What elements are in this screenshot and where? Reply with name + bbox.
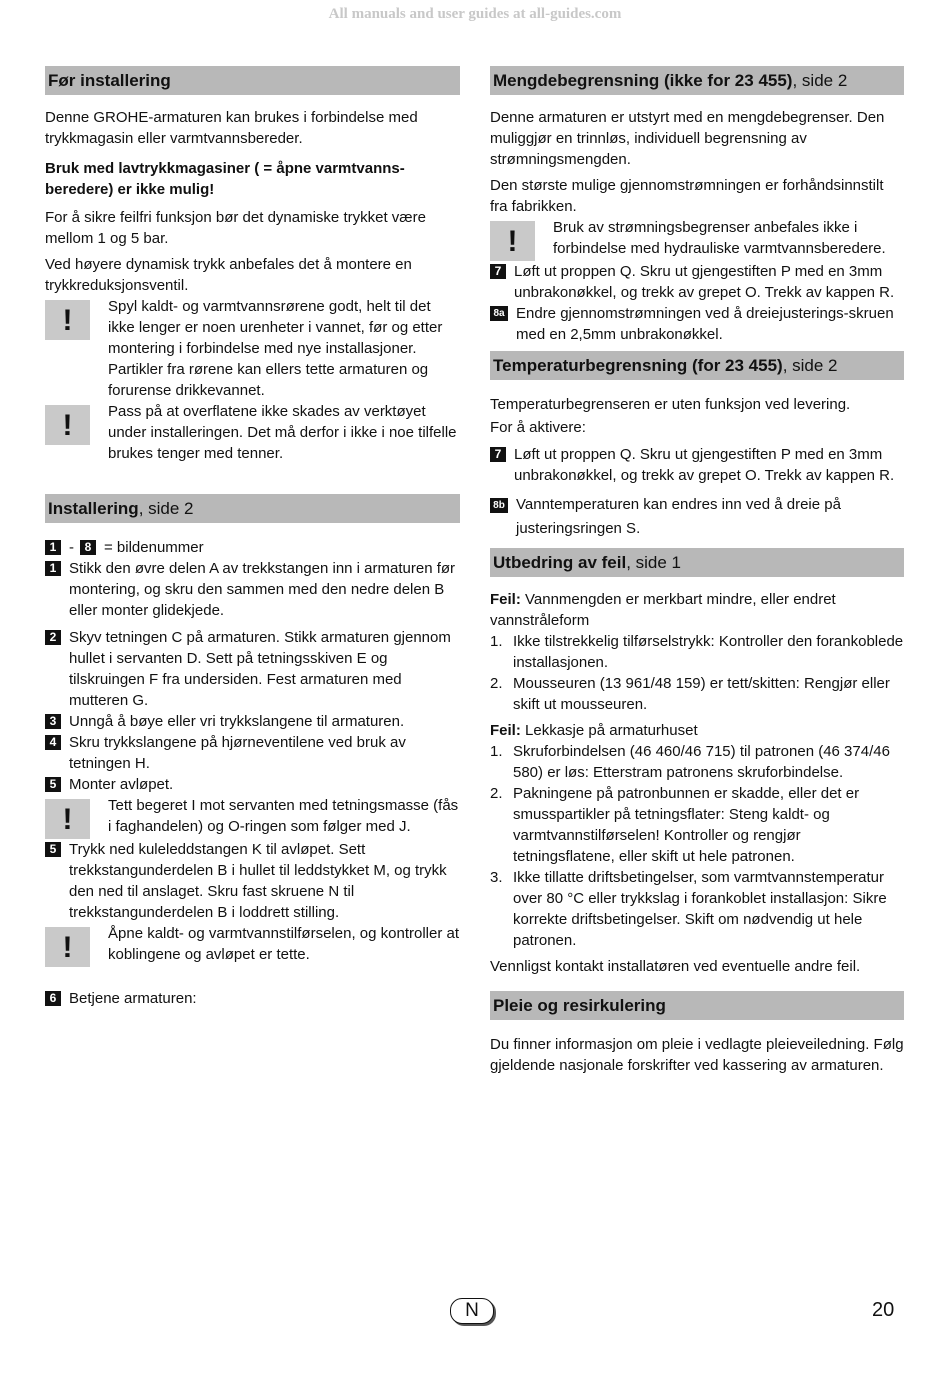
figure-number-badge: 2 (45, 630, 61, 645)
figure-number-badge: 8a (490, 306, 508, 321)
paragraph: Ved høyere dynamisk trykk anbefales det å montere en trykkreduksjonsventil. (45, 256, 412, 294)
list-item (490, 673, 904, 715)
list-item-text: Skruforbindelsen (46 460/46 715) til patronen (46 374/46 580) er løs: Etterstram patronens skruforbindelse. (513, 743, 890, 781)
fault-description: Feil: Vannmengden er merkbart mindre, eller endret vannstråleform (490, 591, 836, 629)
list-item-number: 2. (490, 785, 503, 802)
figure-number-badge: 4 (45, 735, 61, 750)
step-text: Skyv tetningen C på armaturen. Stikk armaturen gjennom hullet i servanten D. Sett på tetningsskiven E og tilskruingen F fra undersiden. Fest armaturen med mutteren G. (69, 629, 451, 709)
paragraph-bold-warning: Bruk med lavtrykkmagasiner ( = åpne varmtvanns-beredere) er ikke mulig! (45, 160, 405, 198)
warning-text: Åpne kaldt- og varmtvannstilførselen, og kontroller at koblingene og avløpet er tette. (108, 925, 459, 963)
warning-block (490, 217, 904, 261)
right-column (490, 66, 904, 1076)
warning-block (45, 296, 460, 401)
fault-description: Feil: Lekkasje på armaturhuset (490, 722, 698, 739)
warning-icon: ! (45, 927, 90, 967)
section-heading-before-install: Før installering (45, 66, 460, 95)
paragraph: Den største mulige gjennomstrømningen er forhåndsinnstilt fra fabrikken. (490, 177, 884, 215)
figure-number-badge: 3 (45, 714, 61, 729)
step-text: Trykk ned kuleleddstangen K til avløpet. Sett trekkstangunderdelen B i hullet til leddstykket M, og trykk den ned til anslaget. Skru fast skruene N til trekkstangunderdelen B i loddrett stilling. (69, 841, 447, 921)
figure-number-badge: 1 (45, 540, 61, 555)
paragraph: Du finner informasjon om pleie i vedlagte pleieveiledning. Følg gjeldende nasjonale forskrifter ved kassering av armaturen. (490, 1036, 904, 1074)
country-badge: N (450, 1298, 494, 1324)
warning-icon: ! (45, 405, 90, 445)
step-text: Unngå å bøye eller vri trykkslangene til armaturen. (69, 713, 405, 730)
list-item (490, 631, 904, 673)
step-text: Betjene armaturen: (69, 990, 197, 1007)
flow-step (490, 261, 904, 303)
install-step (45, 627, 460, 711)
paragraph: Denne GROHE-armaturen kan brukes i forbindelse med trykkmagasin eller varmtvannsbereder. (45, 109, 418, 147)
list-item-number: 1. (490, 743, 503, 760)
flow-step (490, 303, 904, 345)
range-text: = bildenummer (104, 539, 204, 556)
list-item (490, 741, 904, 783)
install-step (45, 558, 460, 621)
fault-list (490, 631, 904, 715)
list-item (490, 867, 904, 951)
step-text: Løft ut proppen Q. Skru ut gjengestiften P med en 3mm unbrakonøkkel, og trekk av grepet O. Trekk av kappen R. (514, 263, 895, 301)
list-item-text: Pakningene på patronbunnen er skadde, eller det er smusspartikler på tetningsflater: Steng kaldt- og varmtvannstilførselen! Kontroller og rengjør tetningsflatene, eller skift ut hele patronen. (513, 785, 860, 865)
warning-text: Spyl kaldt- og varmtvannsrørene godt, helt til det ikke lenger er noen urenheter i vannet, før og etter montering i forbindelse med nye installasjoner. Partikler fra rørene kan ellers tette armaturen og forurense drikkevannet. (108, 298, 443, 399)
watermark: All manuals and user guides at all-guides.com (328, 6, 622, 22)
install-step (45, 732, 460, 774)
list-item-number: 1. (490, 633, 503, 650)
step-text: Skru trykkslangene på hjørneventilene ved bruk av tetningen H. (69, 734, 406, 772)
figure-number-badge: 7 (490, 447, 506, 462)
list-item-number: 2. (490, 675, 503, 692)
list-item-text: Ikke tillatte driftsbetingelser, som varmtvannstemperatur over 80 °C eller trykkslag i forankoblet installasjon: Sikre korrekte driftsbetingelser. Skift om nødvendig ut hele patronen. (513, 869, 887, 949)
page-number: 20 (872, 1299, 895, 1321)
figure-number-badge: 1 (45, 561, 61, 576)
step-text: Monter avløpet. (69, 776, 174, 793)
install-step (45, 839, 460, 923)
section-heading-troubleshooting: Utbedring av feil, side 1 (490, 548, 904, 577)
temperature-step (490, 444, 904, 486)
paragraph: Temperaturbegrenseren er uten funksjon ved levering. (490, 396, 851, 413)
paragraph: Vennligst kontakt installatøren ved eventuelle andre feil. (490, 958, 861, 975)
list-item-number: 3. (490, 869, 503, 886)
section-heading-care-recycling: Pleie og resirkulering (490, 991, 904, 1020)
warning-text: Tett begeret I mot servanten med tetningsmasse (fås i faghandelen) og O-ringen som følger med J. (108, 797, 459, 835)
warning-block (45, 401, 460, 464)
figure-number-badge: 6 (45, 991, 61, 1006)
left-column (45, 66, 460, 1009)
paragraph: For å aktivere: (490, 419, 586, 436)
figure-number-badge: 5 (45, 777, 61, 792)
fault-list (490, 741, 904, 951)
temperature-step (490, 493, 904, 541)
warning-text: Pass på at overflatene ikke skades av verktøyet under installeringen. Det må derfor i ikke i noe tilfelle brukes tenger med tenner. (108, 403, 457, 462)
figure-range-row (45, 537, 460, 558)
list-item-text: Ikke tilstrekkelig tilførselstrykk: Kontroller den forankoblede installasjonen. (513, 633, 904, 671)
warning-icon: ! (45, 799, 90, 839)
figure-number-badge: 8b (490, 498, 508, 513)
range-dash: - (69, 539, 74, 556)
install-step (45, 988, 460, 1009)
warning-icon: ! (45, 300, 90, 340)
warning-block (45, 795, 460, 839)
section-heading-flow-limit: Mengdebegrensning (ikke for 23 455), side 2 (490, 66, 904, 95)
figure-number-badge: 5 (45, 842, 61, 857)
warning-icon: ! (490, 221, 535, 261)
warning-block (45, 923, 460, 967)
list-item-text: Mousseuren (13 961/48 159) er tett/skitten: Rengjør eller skift ut mousseuren. (513, 675, 890, 713)
list-item (490, 783, 904, 867)
section-heading-temperature-limit: Temperaturbegrensning (for 23 455), side 2 (490, 351, 904, 380)
step-text: Vanntemperaturen kan endres inn ved å dreie på justeringsringen S. (516, 496, 841, 537)
warning-text: Bruk av strømningsbegrenser anbefales ikke i forbindelse med hydrauliske varmtvannsberedere. (553, 219, 886, 257)
step-text: Endre gjennomstrømningen ved å dreiejusterings-skruen med en 2,5mm unbrakonøkkel. (516, 305, 894, 343)
step-text: Stikk den øvre delen A av trekkstangen inn i armaturen før montering, og skru den sammen med den nedre delen B eller monter glidekjede. (69, 560, 456, 619)
install-step (45, 774, 460, 795)
figure-number-badge: 8 (80, 540, 96, 555)
paragraph: Denne armaturen er utstyrt med en mengdebegrenser. Den muliggjør en trinnløs, individuell begrensning av strømningsmengden. (490, 109, 885, 168)
section-heading-installation: Installering, side 2 (45, 494, 460, 523)
paragraph: For å sikre feilfri funksjon bør det dynamiske trykket være mellom 1 og 5 bar. (45, 209, 426, 247)
step-text: Løft ut proppen Q. Skru ut gjengestiften P med en 3mm unbrakonøkkel, og trekk av grepet O. Trekk av kappen R. (514, 446, 895, 484)
figure-number-badge: 7 (490, 264, 506, 279)
install-step (45, 711, 460, 732)
